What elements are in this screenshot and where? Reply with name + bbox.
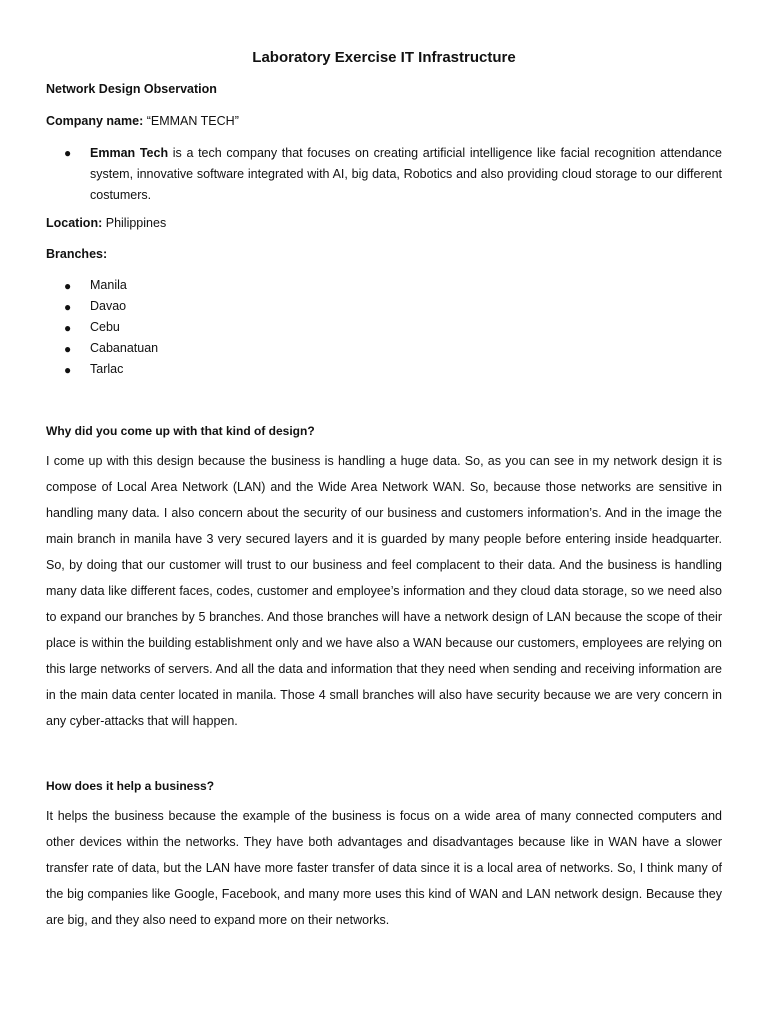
bullet-icon: ●: [64, 363, 72, 377]
company-label: Company name:: [46, 114, 144, 128]
bullet-icon: ●: [64, 342, 72, 356]
question-heading: How does it help a business?: [46, 779, 215, 793]
answer-paragraph: I come up with this design because the business is handling a huge data. So, as you can see in my network design it is compose of Local Area Network (LAN) and the Wide Area Network WAN. So, because those networks are sensitive in handling many data. I also concern about the security of our business and customers information’s. And in the image the main branch in manila have 3 very secured layers and it is guarded by many people before entering inside headquarter. So, by doing that our customer will trust to our business and feel complacent to their data. And the business is handling many data like different faces, codes, customer and employee’s information and they cloud data storage, so we need also to expand our branches by 5 branches. And those branches will have a network design of LAN because the scope of their place is within the building establishment only and we have also a WAN because our customers, employees are relying on this large networks of servers. And all the data and information that they need when sending and receiving information are in the main data center located in manila. Those 4 small branches will also have security because we are very concern in any cyber-attacks that will happen.: [46, 454, 722, 728]
question-heading: Why did you come up with that kind of design?: [46, 424, 315, 438]
list-item: ● Cabanatuan: [64, 341, 159, 356]
list-item: ● Davao: [64, 299, 127, 314]
intro-bullet: [64, 143, 722, 206]
list-item: ● Manila: [64, 278, 127, 293]
location-label: Location:: [46, 216, 103, 230]
list-item: ● Tarlac: [64, 362, 124, 377]
company-name-line: [46, 114, 239, 128]
answer-paragraph: It helps the business because the example of the business is focus on a wide area of many connected computers and other devices within the networks. They have both advantages and disadvantages because like in WAN have a slower transfer rate of data, but the LAN have more faster transfer of data since it is a local area of networks. So, I think many of the big companies like Google, Facebook, and many more uses this kind of WAN and LAN network design. Because they are big, and they also need to expand more on their networks.: [46, 809, 722, 927]
bullet-icon: ●: [64, 321, 72, 335]
location-value: Philippines: [105, 216, 167, 230]
bullet-icon: ●: [64, 279, 72, 293]
list-item: ● Cebu: [64, 320, 120, 335]
bullet-icon: ●: [64, 300, 72, 314]
intro-text: Emman Tech is a tech company that focuses on creating artificial intelligence like facial recognition attendance system, innovative software integrated with AI, big data, Robotics and also providing cloud storage to our different costumers.: [90, 146, 723, 202]
branches-label: Branches:: [46, 247, 108, 261]
company-value: “EMMAN TECH”: [146, 114, 239, 128]
location-line: [46, 216, 166, 230]
section-heading: Network Design Observation: [46, 82, 217, 96]
page-title: Laboratory Exercise IT Infrastructure: [252, 49, 516, 66]
bullet-icon: ●: [64, 146, 72, 160]
